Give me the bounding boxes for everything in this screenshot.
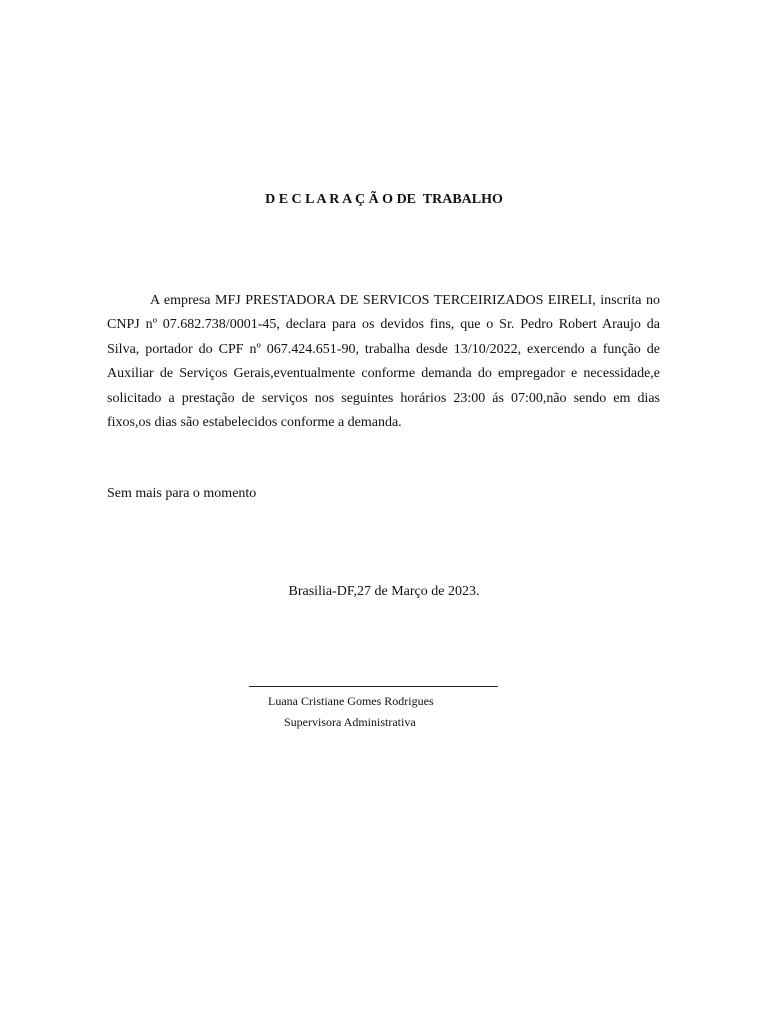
closing-remark: Sem mais para o momento xyxy=(107,486,257,501)
document-title: D E C L A R A Ç Ã O DE TRABALHO xyxy=(265,192,503,207)
signer-role: Supervisora Administrativa xyxy=(284,715,416,729)
signer-name: Luana Cristiane Gomes Rodrigues xyxy=(268,694,434,708)
declaration-body: A empresa MFJ PRESTADORA DE SERVICOS TERCEIRIZADOS EIRELI, inscrita no CNPJ nº 07.682.738/0001-45, declara para os devidos fins, que o Sr. Pedro Robert Araujo da Silva, portador do CPF nº 067.424.651-90, trabalha desde 13/10/2022, exercendo a função de Auxiliar de Serviços Gerais,eventualmente conforme demanda do empregador e necessidade,e solicitado a prestação de serviços nos seguintes horários 23:00 ás 07:00,não sendo em dias fixos,os dias são estabelecidos conforme a demanda. xyxy=(107,293,660,431)
signature-line xyxy=(249,686,498,687)
place-and-date: Brasilia-DF,27 de Março de 2023. xyxy=(288,584,480,599)
